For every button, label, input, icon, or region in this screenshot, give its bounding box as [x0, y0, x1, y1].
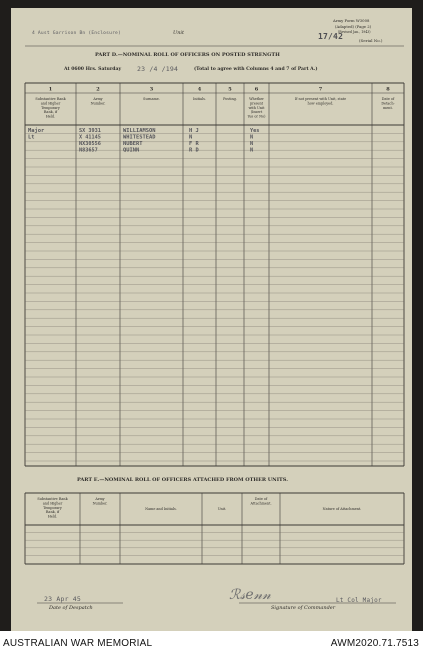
part-d-column-heading: Army — [93, 97, 103, 101]
time-prefix: At 0600 Hrs. Saturday — [64, 67, 122, 72]
row-present: N — [250, 134, 254, 141]
time-suffix: (Total to agree with Columns 4 and 7 of Part A.) — [194, 67, 318, 72]
part-e-column-heading: Nature of Attachment. — [322, 507, 362, 511]
part-d-column-number: 1 — [48, 86, 53, 93]
unit-value: 4 Aust Garrison Bn (Enclosure) — [32, 31, 121, 36]
form-sheet — [11, 8, 412, 631]
commander-signature: ℛ𝓈𝑒𝓃𝓃 — [229, 587, 271, 603]
part-d-column-heading: Surname. — [143, 97, 160, 101]
part-d-column-heading: Whether — [249, 97, 264, 101]
serial-value: 17/42 — [318, 32, 344, 41]
despatch-date: 23 Apr 45 — [44, 595, 82, 603]
part-d-column-number: 8 — [386, 86, 390, 93]
part-d-column-number: 3 — [149, 86, 154, 93]
part-e-column-heading: Number. — [92, 501, 108, 506]
part-d-column-heading: with Unit — [248, 105, 265, 110]
caption-bar — [0, 631, 423, 653]
part-d-title: PART D.—NOMINAL ROLL OF OFFICERS ON POSTED STRENGTH — [95, 52, 280, 58]
part-d-column-heading: (Insert — [250, 110, 263, 115]
row-initials: N — [189, 134, 193, 141]
part-e-column-heading: Temporary — [43, 505, 62, 510]
row-present: N — [250, 141, 254, 147]
part-d-column-heading: Rank, if — [43, 110, 58, 115]
caption-accession: AWM2020.71.7513 — [330, 638, 419, 649]
part-d-column-heading: Initials. — [193, 97, 206, 101]
part-e-column-heading: Attachment. — [250, 501, 272, 506]
part-d-column-number: 2 — [96, 86, 100, 93]
part-d-column-heading: Held. — [45, 114, 56, 119]
part-e-column-heading: Date of — [254, 497, 268, 501]
row-initials: H J — [189, 127, 199, 134]
part-e-title: PART E.—NOMINAL ROLL OF OFFICERS ATTACHED FROM OTHER UNITS. — [77, 477, 288, 483]
part-d-column-heading: and Higher — [40, 101, 61, 106]
part-e-column-heading: Name and Initials. — [145, 507, 177, 511]
part-d-column-number: 7 — [318, 86, 323, 93]
row-surname: QUINN — [123, 147, 140, 154]
part-e-column-heading: Substantive Rank — [37, 497, 68, 501]
part-d-column-heading: Posting. — [223, 97, 237, 101]
row-initials: F R — [189, 141, 199, 147]
row-initials: R D — [189, 147, 199, 154]
form-name: Army Form W3008 — [333, 18, 370, 23]
row-army-number: NX30556 — [79, 141, 101, 147]
row-rank: Major — [28, 127, 45, 134]
caption-institution: AUSTRALIAN WAR MEMORIAL — [3, 638, 153, 649]
report-date: 23 /4 /194 — [137, 65, 179, 73]
row-surname: WILLIAMSON — [123, 127, 156, 134]
part-d-column-heading: Number. — [90, 101, 106, 106]
form-grid — [11, 8, 412, 631]
part-e-column-heading: Rank, if — [45, 510, 60, 515]
part-e-column-heading: Held. — [47, 514, 58, 519]
part-d-column-heading: Yes or No) — [247, 114, 266, 119]
row-army-number: N83657 — [79, 147, 98, 154]
part-d-column-heading: present — [249, 101, 264, 106]
part-d-column-heading: ment. — [383, 105, 393, 110]
serial-label: (Serial No.) — [359, 38, 383, 43]
form-adapted: (Adapted) (Page 2) — [335, 24, 372, 29]
row-present: Yes — [250, 127, 260, 134]
part-d-column-heading: If not present with Unit, state — [294, 97, 347, 101]
part-d-column-heading: how employed. — [307, 101, 334, 106]
part-d-column-heading: Temporary — [41, 105, 60, 110]
part-d-column-number: 5 — [228, 86, 232, 93]
commander-label: Signature of Commander — [271, 605, 336, 611]
unit-label: Unit — [173, 30, 185, 36]
row-surname: NUBERT — [123, 141, 143, 147]
row-army-number: SX 3931 — [79, 127, 101, 134]
part-d-column-heading: Date of — [381, 97, 395, 101]
form-revised: (Revised Jan., 1943) — [338, 30, 371, 34]
row-surname: WHITESTEAD — [123, 134, 156, 141]
part-d-column-number: 4 — [197, 86, 202, 93]
part-d-column-heading: Detach- — [381, 101, 395, 106]
despatch-label: Date of Despatch — [49, 605, 93, 611]
part-e-column-heading: Army — [95, 497, 105, 501]
row-present: N — [250, 147, 254, 154]
row-rank: Lt — [28, 134, 35, 141]
signature-rank: Lt Col Major — [336, 597, 382, 604]
row-army-number: X 41145 — [79, 134, 101, 141]
part-e-column-heading: and Higher — [42, 501, 63, 506]
part-d-column-number: 6 — [254, 86, 259, 93]
part-e-column-heading: Unit. — [217, 507, 227, 511]
part-d-column-heading: Substantive Rank — [35, 97, 66, 101]
